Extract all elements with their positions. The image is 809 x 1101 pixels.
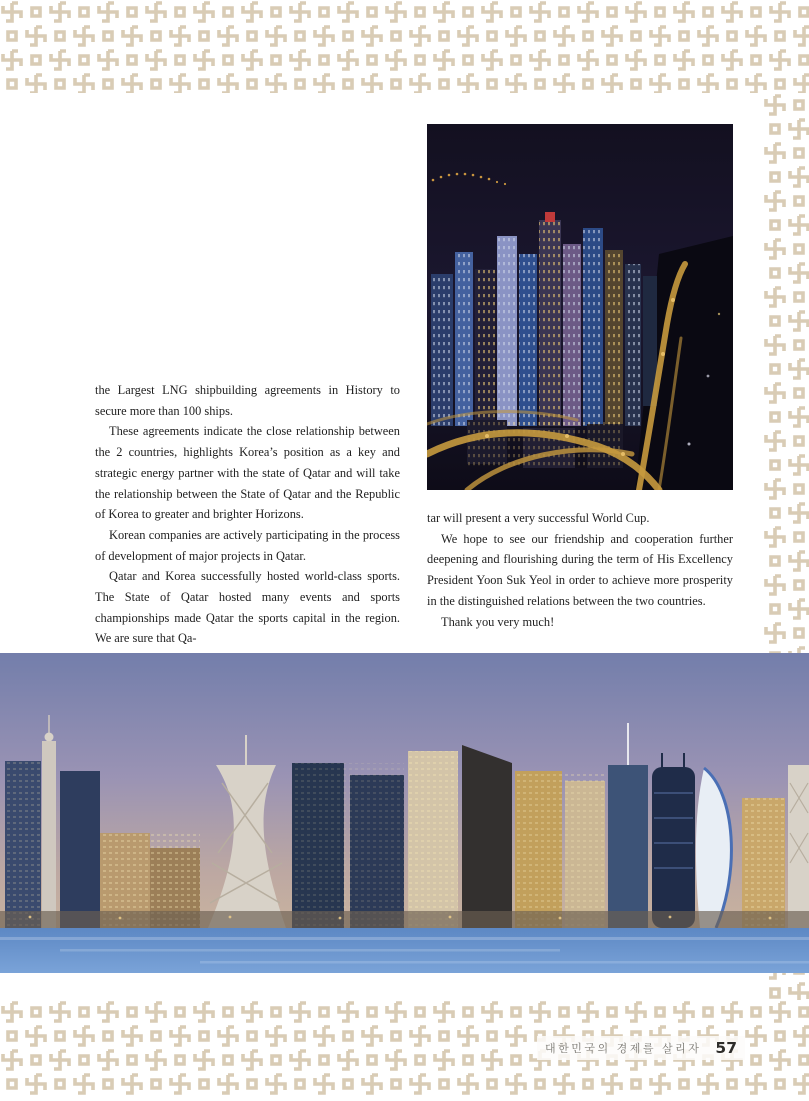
paragraph: Korean companies are actively participating in the process of development of major projects in Qatar. [95, 527, 400, 563]
right-column [427, 508, 733, 632]
skyline-photo [0, 653, 809, 973]
paragraph: Thank you very much! [441, 614, 555, 629]
page-number: 57 [715, 1039, 737, 1057]
night-photo [427, 124, 733, 490]
paragraph: These agreements indicate the close relationship between the 2 countries, highlights Korea’s position as a key and strategic energy partner with the state of Qatar and will take the relationship between the State of Qatar and the Republic of Korea to greater and brighter Horizons. [95, 424, 400, 522]
paragraph: Qatar and Korea successfully hosted world-class sports. The State of Qatar hosted many events and sports championships made Qatar the sports capital in the region. We are sure that Qa- [95, 569, 400, 646]
paragraph: the Largest LNG shipbuilding agreements in History to secure more than 100 ships. [95, 383, 400, 418]
paragraph: tar will present a very successful World Cup. [427, 511, 650, 525]
top-fret-border [0, 0, 809, 93]
footer [537, 1036, 745, 1060]
left-column [95, 380, 400, 649]
paragraph: We hope to see our friendship and cooperation further deepening and flourishing during the term of His Excellency President Yoon Suk Yeol in order to achieve more prosperity in the distinguished relations between the two countries. [427, 531, 733, 608]
footer-caption: 대한민국의 경제를 살리자 [545, 1042, 702, 1055]
